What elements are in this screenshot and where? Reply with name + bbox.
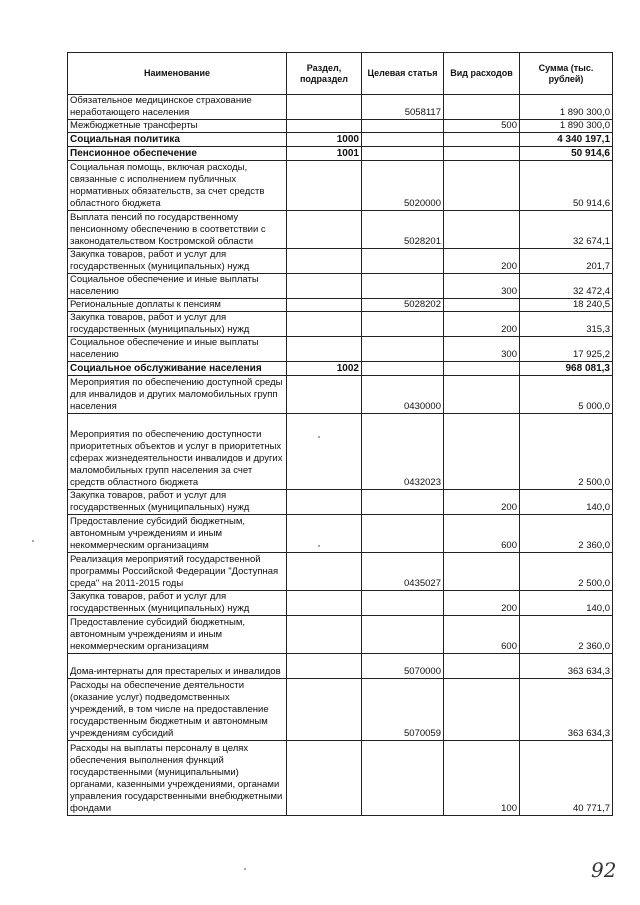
cell-sum: 50 914,6 — [520, 161, 613, 211]
cell-sum: 2 360,0 — [520, 515, 613, 553]
cell-target — [362, 337, 444, 362]
header-section: Раздел, подраздел — [287, 53, 362, 95]
table-row — [68, 414, 613, 490]
cell-target — [362, 274, 444, 299]
cell-sum: 18 240,5 — [520, 299, 613, 312]
cell-target: 0435027 — [362, 553, 444, 591]
cell-sum: 40 771,7 — [520, 741, 613, 816]
cell-expense — [444, 376, 520, 414]
cell-target: 5028202 — [362, 299, 444, 312]
cell-name: Социальная помощь, включая расходы, связанные с исполнением публичных нормативных обязательств, за счет средств областного бюджета — [68, 161, 287, 211]
table-row — [68, 147, 613, 161]
cell-expense: 300 — [444, 274, 520, 299]
cell-name: Дома-интернаты для престарелых и инвалидов — [68, 654, 287, 679]
cell-expense — [444, 654, 520, 679]
cell-section — [287, 211, 362, 249]
cell-section — [287, 337, 362, 362]
cell-sum: 363 634,3 — [520, 679, 613, 741]
cell-section — [287, 249, 362, 274]
cell-target: 5070000 — [362, 654, 444, 679]
cell-target: 0430000 — [362, 376, 444, 414]
cell-section — [287, 376, 362, 414]
table-row — [68, 654, 613, 679]
header-expense: Вид расходов — [444, 53, 520, 95]
cell-name: Мероприятия по обеспечению доступной среды для инвалидов и других маломобильных групп населения — [68, 376, 287, 414]
cell-expense — [444, 362, 520, 376]
table-row — [68, 249, 613, 274]
cell-target — [362, 312, 444, 337]
cell-sum: 50 914,6 — [520, 147, 613, 161]
table-row — [68, 211, 613, 249]
cell-name: Расходы на выплаты персоналу в целях обеспечения выполнения функций государственными (муниципальными) органами, казенными учреждениями, органами управления государственными внебюджетными фондами — [68, 741, 287, 816]
cell-section — [287, 312, 362, 337]
table-row — [68, 120, 613, 133]
table-row — [68, 133, 613, 147]
cell-name: Региональные доплаты к пенсиям — [68, 299, 287, 312]
cell-expense — [444, 133, 520, 147]
cell-name: Мероприятия по обеспечению доступности приоритетных объектов и услуг в приоритетных сферах жизнедеятельности инвалидов и других маломобильных групп населения за счет средств областного бюджета — [68, 414, 287, 490]
cell-target — [362, 515, 444, 553]
cell-expense: 500 — [444, 120, 520, 133]
cell-expense: 200 — [444, 591, 520, 616]
cell-sum: 363 634,3 — [520, 654, 613, 679]
cell-expense — [444, 161, 520, 211]
cell-name: Выплата пенсий по государственному пенсионному обеспечению в соответствии с законодательством Костромской области — [68, 211, 287, 249]
cell-target: 5058117 — [362, 95, 444, 120]
cell-name: Социальное обеспечение и иные выплаты населению — [68, 274, 287, 299]
table-row — [68, 161, 613, 211]
cell-sum: 201,7 — [520, 249, 613, 274]
header-sum: Сумма (тыс. рублей) — [520, 53, 613, 95]
cell-section: 1000 — [287, 133, 362, 147]
cell-sum: 2 500,0 — [520, 414, 613, 490]
header-name: Наименование — [68, 53, 287, 95]
cell-sum: 1 890 300,0 — [520, 120, 613, 133]
scan-speck — [318, 436, 320, 438]
budget-table — [67, 52, 613, 816]
cell-name: Реализация мероприятий государственной программы Российской Федерации "Доступная среда" на 2011-2015 годы — [68, 553, 287, 591]
cell-section — [287, 120, 362, 133]
table-row — [68, 490, 613, 515]
cell-expense — [444, 679, 520, 741]
cell-name: Пенсионное обеспечение — [68, 147, 287, 161]
cell-name: Расходы на обеспечение деятельности (оказание услуг) подведомственных учреждений, в том числе на предоставление государственным бюджетным и автономным учреждениям субсидий — [68, 679, 287, 741]
cell-expense: 300 — [444, 337, 520, 362]
cell-sum: 2 360,0 — [520, 616, 613, 654]
cell-expense: 100 — [444, 741, 520, 816]
cell-target: 5020000 — [362, 161, 444, 211]
cell-sum: 140,0 — [520, 490, 613, 515]
cell-expense — [444, 95, 520, 120]
cell-section — [287, 95, 362, 120]
cell-name: Закупка товаров, работ и услуг для государственных (муниципальных) нужд — [68, 249, 287, 274]
cell-target — [362, 490, 444, 515]
page-number: 92 — [591, 858, 617, 882]
scan-speck — [318, 545, 320, 547]
cell-name: Социальная политика — [68, 133, 287, 147]
cell-target: 0432023 — [362, 414, 444, 490]
cell-section — [287, 161, 362, 211]
cell-sum: 140,0 — [520, 591, 613, 616]
table-row — [68, 679, 613, 741]
cell-sum: 968 081,3 — [520, 362, 613, 376]
cell-section — [287, 299, 362, 312]
cell-target — [362, 362, 444, 376]
cell-name: Обязательное медицинское страхование неработающего населения — [68, 95, 287, 120]
cell-sum: 1 890 300,0 — [520, 95, 613, 120]
cell-section — [287, 654, 362, 679]
table-row — [68, 274, 613, 299]
table-row — [68, 616, 613, 654]
cell-name: Закупка товаров, работ и услуг для государственных (муниципальных) нужд — [68, 490, 287, 515]
cell-target — [362, 741, 444, 816]
table-row — [68, 337, 613, 362]
cell-expense — [444, 299, 520, 312]
cell-name: Предоставление субсидий бюджетным, автономным учреждениям и иным некоммерческим организациям — [68, 616, 287, 654]
cell-name: Закупка товаров, работ и услуг для государственных (муниципальных) нужд — [68, 312, 287, 337]
cell-name: Межбюджетные трансферты — [68, 120, 287, 133]
cell-expense: 200 — [444, 249, 520, 274]
cell-expense — [444, 211, 520, 249]
cell-target: 5028201 — [362, 211, 444, 249]
table-row — [68, 515, 613, 553]
scan-speck — [32, 540, 34, 542]
table-header-row — [68, 53, 613, 95]
table-row — [68, 312, 613, 337]
cell-section — [287, 490, 362, 515]
cell-name: Закупка товаров, работ и услуг для государственных (муниципальных) нужд — [68, 591, 287, 616]
table-row — [68, 553, 613, 591]
cell-target — [362, 120, 444, 133]
cell-target — [362, 616, 444, 654]
cell-expense — [444, 553, 520, 591]
cell-sum: 32 472,4 — [520, 274, 613, 299]
cell-expense: 600 — [444, 515, 520, 553]
cell-expense: 200 — [444, 312, 520, 337]
cell-section: 1002 — [287, 362, 362, 376]
cell-sum: 17 925,2 — [520, 337, 613, 362]
table-row — [68, 95, 613, 120]
cell-sum: 5 000,0 — [520, 376, 613, 414]
cell-section — [287, 616, 362, 654]
cell-target — [362, 147, 444, 161]
cell-target: 5070059 — [362, 679, 444, 741]
cell-section — [287, 553, 362, 591]
cell-target — [362, 133, 444, 147]
table-row — [68, 741, 613, 816]
table-row — [68, 362, 613, 376]
cell-name: Предоставление субсидий бюджетным, автономным учреждениям и иным некоммерческим организациям — [68, 515, 287, 553]
cell-section — [287, 274, 362, 299]
table-row — [68, 591, 613, 616]
table-row — [68, 376, 613, 414]
cell-sum: 4 340 197,1 — [520, 133, 613, 147]
cell-section — [287, 741, 362, 816]
cell-target — [362, 591, 444, 616]
cell-section — [287, 414, 362, 490]
scan-speck — [244, 868, 246, 870]
cell-section — [287, 515, 362, 553]
cell-sum: 32 674,1 — [520, 211, 613, 249]
cell-expense: 200 — [444, 490, 520, 515]
cell-section — [287, 679, 362, 741]
header-target: Целевая статья — [362, 53, 444, 95]
cell-expense: 600 — [444, 616, 520, 654]
cell-sum: 315,3 — [520, 312, 613, 337]
cell-section — [287, 591, 362, 616]
cell-name: Социальное обеспечение и иные выплаты населению — [68, 337, 287, 362]
cell-sum: 2 500,0 — [520, 553, 613, 591]
cell-target — [362, 249, 444, 274]
cell-section: 1001 — [287, 147, 362, 161]
cell-expense — [444, 414, 520, 490]
cell-expense — [444, 147, 520, 161]
table-row — [68, 299, 613, 312]
cell-name: Социальное обслуживание населения — [68, 362, 287, 376]
